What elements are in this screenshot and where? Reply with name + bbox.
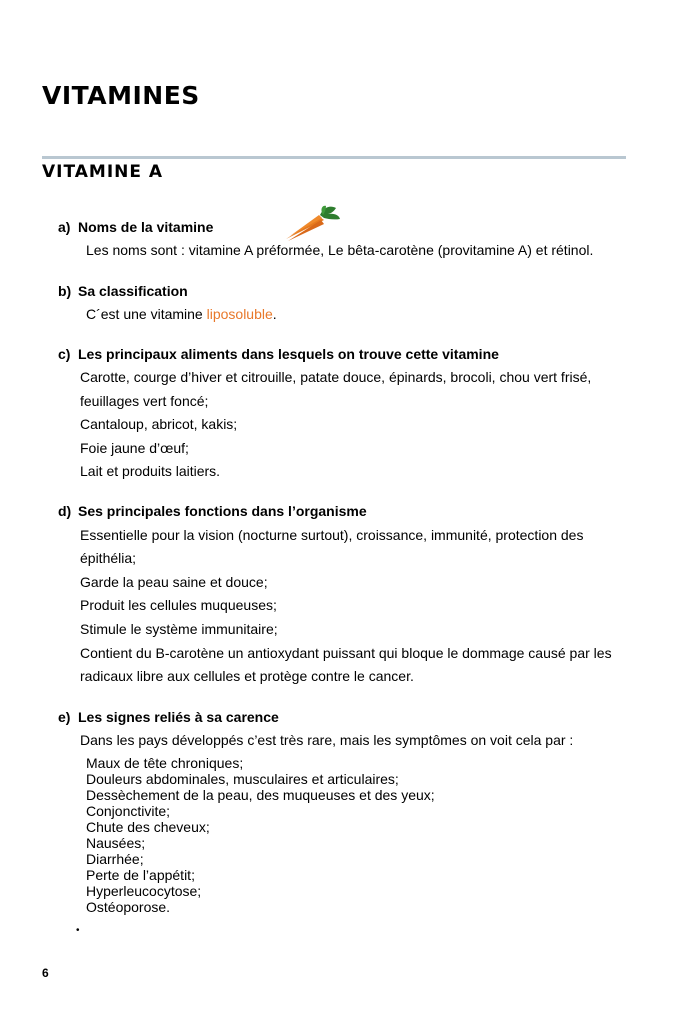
- heading-d: d) Ses principales fonctions dans l’organisme: [58, 503, 367, 519]
- line-d-1: épithélia;: [80, 550, 137, 566]
- symptom-item: Perte de l’appétit;: [86, 867, 195, 883]
- line-c-4: Lait et produits laitiers.: [80, 463, 221, 479]
- line-a-0: Les noms sont : vitamine A préformée, Le bêta-carotène (provitamine A) et rétinol.: [86, 242, 594, 258]
- symptom-item: Dessèchement de la peau, des muqueuses et des yeux;: [86, 787, 435, 803]
- line-c-0: Carotte, courge d’hiver et citrouille, patate douce, épinards, brocoli, chou vert frisé,: [80, 369, 592, 385]
- line-c-1: feuillages vert foncé;: [80, 393, 209, 409]
- line-c-2: Cantaloup, abricot, kakis;: [80, 416, 238, 432]
- bullet-icon: •: [76, 925, 80, 936]
- heading-b: b) Sa classification: [58, 283, 188, 299]
- line-b-0: C´est une vitamine liposoluble.: [86, 306, 277, 322]
- symptom-item: Ostéoporose.: [86, 899, 171, 915]
- line-d-2: Garde la peau saine et douce;: [80, 574, 268, 590]
- line-d-3: Produit les cellules muqueuses;: [80, 597, 277, 613]
- line-d-5: Contient du B-carotène un antioxydant puissant qui bloque le dommage causé par les: [80, 645, 612, 661]
- line-d-4: Stimule le système immunitaire;: [80, 621, 278, 637]
- page-title: VITAMINES: [42, 81, 200, 110]
- symptom-item: Nausées;: [86, 835, 146, 851]
- line-d-6: radicaux libre aux cellules et protège contre le cancer.: [80, 668, 414, 684]
- section-divider: [42, 156, 626, 159]
- heading-e: e) Les signes reliés à sa carence: [58, 709, 279, 725]
- line-c-3: Foie jaune d’œuf;: [80, 440, 189, 456]
- page-number: 6: [42, 966, 49, 980]
- symptom-item: Douleurs abdominales, musculaires et articulaires;: [86, 771, 399, 787]
- symptom-item: Chute des cheveux;: [86, 819, 210, 835]
- line-d-0: Essentielle pour la vision (nocturne surtout), croissance, immunité, protection des: [80, 527, 584, 543]
- section-title: VITAMINE A: [42, 162, 164, 182]
- line-e-0: Dans les pays développés c’est très rare, mais les symptômes on voit cela par :: [80, 732, 574, 748]
- heading-c: c) Les principaux aliments dans lesquels on trouve cette vitamine: [58, 346, 499, 362]
- symptom-item: Diarrhée;: [86, 851, 144, 867]
- highlight-liposoluble: liposoluble: [206, 306, 273, 322]
- heading-a: a) Noms de la vitamine: [58, 219, 214, 235]
- symptom-item: Maux de tête chroniques;: [86, 755, 244, 771]
- symptom-item: Hyperleucocytose;: [86, 883, 202, 899]
- carrot-icon: [284, 205, 342, 243]
- symptom-item: Conjonctivite;: [86, 803, 171, 819]
